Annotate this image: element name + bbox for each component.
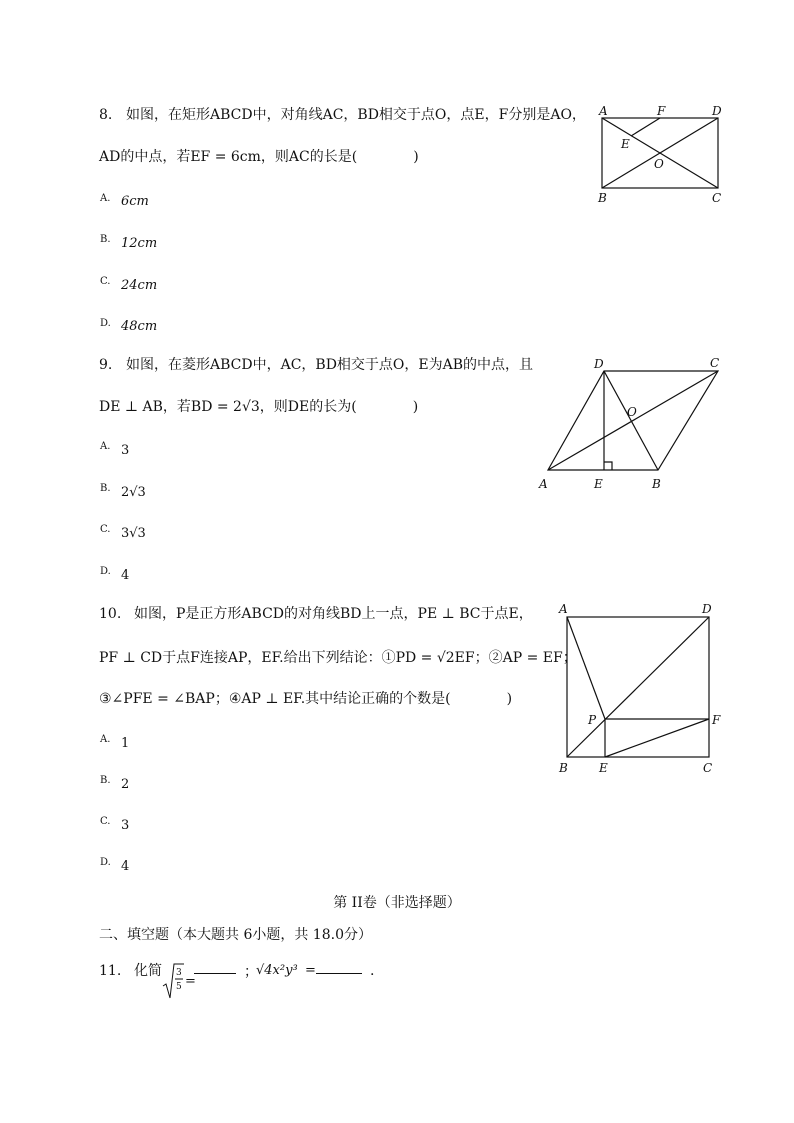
q10-label-p: P — [588, 713, 597, 727]
q11-text: 化简 — [134, 963, 162, 979]
q9-rhombus-figure — [530, 350, 730, 500]
q9-option-a-label: A. — [100, 441, 111, 452]
q10-option-d-value: 4 — [121, 859, 130, 874]
q10-label-c: C — [703, 761, 713, 775]
q11-separator: ； — [244, 964, 258, 980]
q8-label-a: A — [599, 104, 608, 118]
q10-option-b-value: 2 — [121, 777, 130, 792]
q9-label-e: E — [594, 477, 603, 491]
q10-option-c-label: C. — [100, 816, 111, 827]
q8-label-f: F — [657, 104, 666, 118]
q11-equals-1: = — [185, 974, 196, 989]
q11-blank-2[interactable] — [316, 970, 362, 974]
q9-stem-line1: 如图，在菱形ABCD中，AC，BD相交于点O，E为AB的中点，且 — [126, 357, 534, 373]
q10-number: 10. — [99, 606, 122, 622]
section-title: 第 II卷（非选择题） — [333, 895, 461, 911]
q10-stem-line2: PF ⊥ CD于点F连接AP，EF.给出下列结论：①PD = √2EF；②AP = EF； — [99, 650, 577, 666]
q8-label-b: B — [598, 191, 607, 205]
q11-equals-2: = — [305, 963, 316, 978]
q10-label-b: B — [559, 761, 568, 775]
q8-label-o: O — [654, 157, 664, 171]
q10-option-a-value: 1 — [121, 736, 130, 751]
q8-rectangle-figure — [590, 100, 730, 210]
q9-option-d-value: 4 — [121, 568, 130, 583]
q9-option-b-value: 2√3 — [121, 485, 146, 500]
q11-end: . — [370, 963, 375, 979]
q9-option-c-label: C. — [100, 524, 111, 535]
q9-option-a-value: 3 — [121, 443, 130, 458]
q9-option-d-label: D. — [100, 566, 111, 577]
q11-frac-den: 5 — [176, 982, 182, 992]
q8-option-d-label: D. — [100, 318, 111, 329]
q10-square-figure — [552, 598, 732, 778]
q8-option-d-value: 48cm — [121, 319, 158, 334]
q10-option-b-label: B. — [100, 775, 111, 786]
q9-label-b: B — [652, 477, 661, 491]
q9-label-c: C — [710, 356, 720, 370]
q8-number: 8. — [99, 107, 113, 123]
q10-label-a: A — [559, 602, 568, 616]
q10-label-e: E — [599, 761, 608, 775]
q9-option-c-value: 3√3 — [121, 526, 146, 541]
q11-blank-1[interactable] — [194, 970, 236, 974]
q8-label-c: C — [712, 191, 722, 205]
q9-label-a: A — [539, 477, 548, 491]
q10-option-c-value: 3 — [121, 818, 130, 833]
q8-option-b-value: 12cm — [121, 236, 158, 251]
q10-option-a-label: A. — [100, 734, 111, 745]
q8-option-c-value: 24cm — [121, 278, 158, 293]
q9-label-d: D — [594, 357, 604, 371]
q10-stem-line1: 如图，P是正方形ABCD的对角线BD上一点，PE ⊥ BC于点E， — [134, 606, 533, 622]
q10-stem-line3: ③∠PFE = ∠BAP；④AP ⊥ EF.其中结论正确的个数是( ) — [99, 691, 513, 707]
q8-option-c-label: C. — [100, 276, 111, 287]
q9-number: 9. — [99, 357, 113, 373]
q8-option-b-label: B. — [100, 234, 111, 245]
q11-frac-num: 3 — [176, 968, 182, 978]
q8-label-d: D — [712, 104, 722, 118]
q9-option-b-label: B. — [100, 483, 111, 494]
q8-option-a-label: A. — [100, 193, 111, 204]
q10-option-d-label: D. — [100, 857, 111, 868]
q9-label-o: O — [627, 405, 637, 419]
q10-label-f: F — [712, 713, 721, 727]
q8-stem-line1: 如图，在矩形ABCD中，对角线AC，BD相交于点O，点E，F分别是AO， — [126, 107, 586, 123]
q10-label-d: D — [702, 602, 712, 616]
q11-number: 11. — [99, 963, 122, 979]
q8-stem-line2: AD的中点，若EF = 6cm，则AC的长是( ) — [99, 149, 419, 165]
q9-stem-line2: DE ⊥ AB，若BD = 2√3，则DE的长为( ) — [99, 399, 419, 415]
q11-expr2: √4x²y³ — [256, 963, 298, 978]
q8-label-e: E — [621, 137, 630, 151]
section-heading: 二、填空题（本大题共 6小题，共 18.0分） — [99, 927, 372, 943]
q11-sqrt-fraction — [162, 962, 184, 1000]
q8-option-a-value: 6cm — [121, 194, 149, 209]
